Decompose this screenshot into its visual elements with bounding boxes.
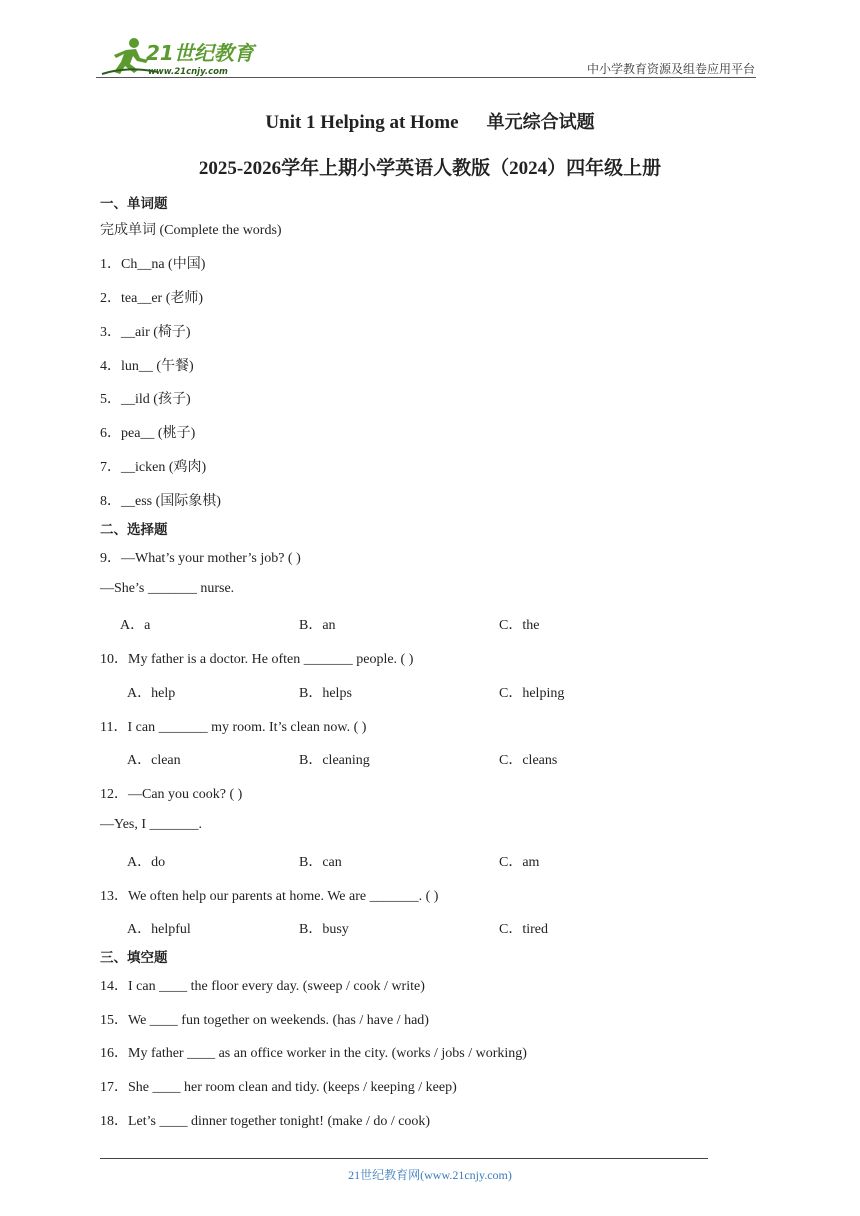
footer-divider bbox=[100, 1158, 708, 1159]
question-1: 1．Ch__na (中国) bbox=[100, 257, 206, 272]
question-17: 17．She ____ her room clean and tidy. (keeps / keeping / keep) bbox=[100, 1080, 457, 1095]
section-heading-choice: 二、选择题 bbox=[100, 522, 168, 538]
question-18: 18．Let’s ____ dinner together tonight! (make / do / cook) bbox=[100, 1114, 431, 1129]
question-12: 12．—Can you cook? ( ) bbox=[100, 787, 243, 802]
question-12-line2: —Yes, I _______. bbox=[100, 817, 203, 832]
q11-option-c: C．cleans bbox=[499, 753, 558, 768]
q13-option-c: C．tired bbox=[499, 922, 548, 937]
question-8: 8．__ess (国际象棋) bbox=[100, 494, 221, 509]
subtitle-text: 2025-2026学年上期小学英语人教版（2024）四年级上册 bbox=[198, 158, 662, 179]
q9-option-b: B．an bbox=[299, 618, 336, 633]
part1-instruction: 完成单词 (Complete the words) bbox=[100, 223, 282, 238]
question-6: 6．pea__ (桃子) bbox=[100, 426, 196, 441]
q10-option-a: A．help bbox=[127, 686, 176, 701]
question-10: 10．My father is a doctor. He often _______ people. ( ) bbox=[100, 652, 414, 667]
q11-option-a: A．clean bbox=[127, 753, 181, 768]
question-9-line2: —She’s _______ nurse. bbox=[100, 581, 235, 596]
q11-option-b: B．cleaning bbox=[299, 753, 370, 768]
question-16: 16．My father ____ as an office worker in the city. (works / jobs / working) bbox=[100, 1046, 527, 1061]
question-5: 5．__ild (孩子) bbox=[100, 392, 191, 407]
header-platform-text: 中小学教育资源及组卷应用平台 bbox=[586, 62, 755, 76]
title-en: Unit 1 Helping at Home bbox=[265, 112, 459, 133]
section-heading-vocab: 一、单词题 bbox=[100, 196, 168, 212]
logo-url: www.21cnjy.com bbox=[148, 67, 228, 77]
question-15: 15．We ____ fun together on weekends. (has / have / had) bbox=[100, 1013, 429, 1028]
q12-option-a: A．do bbox=[127, 855, 166, 870]
section-heading-fill: 三、填空题 bbox=[100, 950, 168, 966]
question-7: 7．__icken (鸡肉) bbox=[100, 460, 207, 475]
logo-title: 21世纪教育 bbox=[146, 41, 254, 65]
footer-link[interactable]: 21世纪教育网(www.21cnjy.com) bbox=[348, 1168, 512, 1182]
question-14: 14．I can ____ the floor every day. (sweep / cook / write) bbox=[100, 979, 425, 994]
site-logo bbox=[96, 36, 266, 78]
q9-option-a: A．a bbox=[120, 618, 151, 633]
question-13: 13．We often help our parents at home. We are _______. ( ) bbox=[100, 889, 439, 904]
q10-option-b: B．helps bbox=[299, 686, 352, 701]
question-9: 9．—What’s your mother’s job? ( ) bbox=[100, 551, 301, 566]
page-title bbox=[0, 108, 860, 134]
question-11: 11．I can _______ my room. It’s clean now. ( ) bbox=[100, 720, 367, 735]
q12-option-b: B．can bbox=[299, 855, 342, 870]
q9-option-c: C．the bbox=[499, 618, 540, 633]
q13-option-b: B．busy bbox=[299, 922, 349, 937]
question-2: 2．tea__er (老师) bbox=[100, 291, 204, 306]
question-3: 3．__air (椅子) bbox=[100, 325, 191, 340]
runner-logo-icon bbox=[96, 36, 266, 78]
header-divider bbox=[96, 77, 756, 78]
q12-option-c: C．am bbox=[499, 855, 540, 870]
title-cn: 单元综合试题 bbox=[486, 112, 595, 133]
q10-option-c: C．helping bbox=[499, 686, 565, 701]
q13-option-a: A．helpful bbox=[127, 922, 191, 937]
page-subtitle bbox=[0, 153, 860, 180]
question-4: 4．lun__ (午餐) bbox=[100, 359, 194, 374]
